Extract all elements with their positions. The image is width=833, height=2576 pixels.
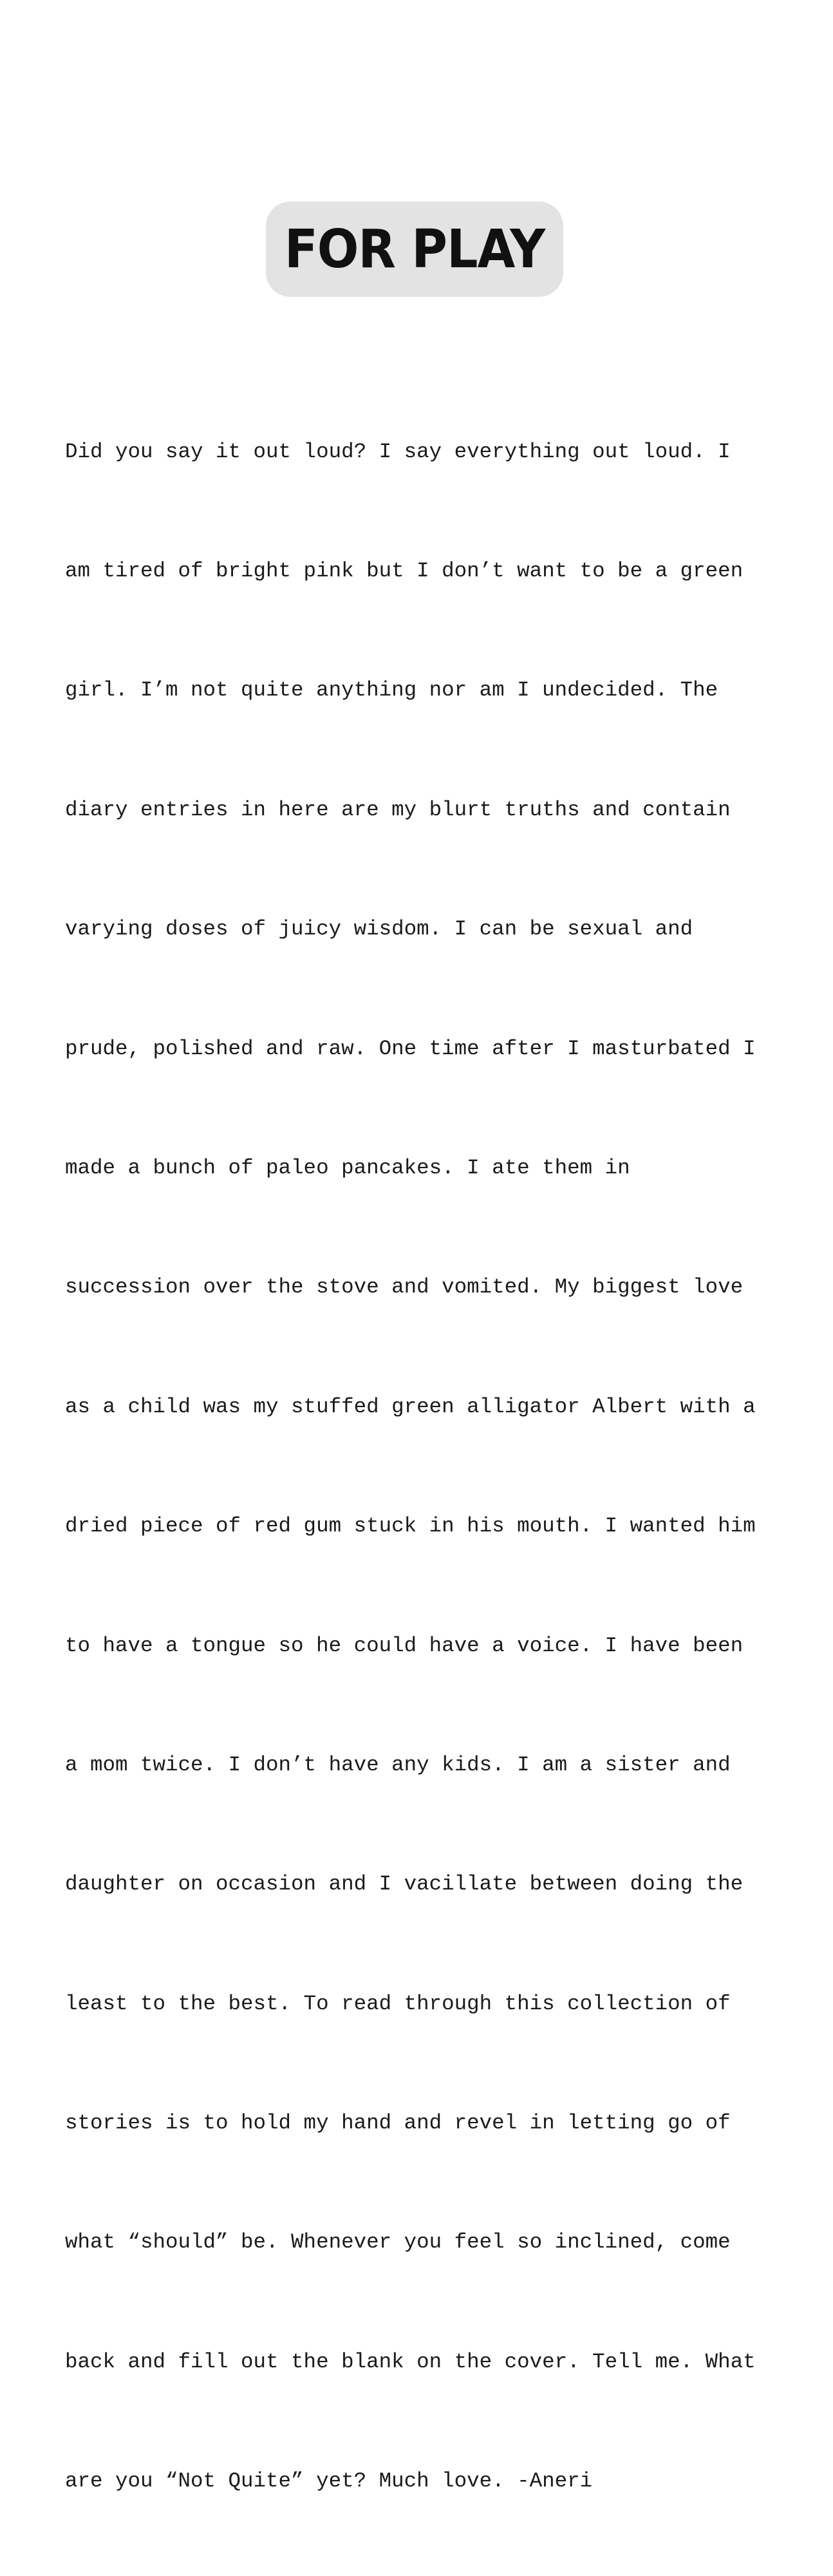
text-line: least to the best. To read through this collection of bbox=[65, 1991, 731, 2016]
text-line: daughter on occasion and I vacillate between doing the bbox=[65, 1872, 744, 1897]
text-line: succession over the stove and vomited. My biggest love bbox=[65, 1275, 744, 1300]
text-line: Did you say it out loud? I say everything out loud. I bbox=[65, 439, 731, 464]
text-line: as a child was my stuffed green alligator Albert with a bbox=[65, 1394, 756, 1419]
text-line: am tired of bright pink but I don’t want to be a green bbox=[65, 558, 744, 583]
text-line: what “should” be. Whenever you feel so inclined, come bbox=[65, 2230, 731, 2255]
title-badge bbox=[266, 202, 563, 297]
page-title: FOR PLAY bbox=[284, 218, 545, 280]
text-line: girl. I’m not quite anything nor am I undecided. The bbox=[65, 678, 718, 703]
text-line: are you “Not Quite” yet? Much love. -Aneri bbox=[65, 2469, 593, 2494]
body-paragraph bbox=[65, 352, 773, 2576]
text-line: a mom twice. I don’t have any kids. I am a sister and bbox=[65, 1752, 731, 1777]
text-line: to have a tongue so he could have a voice. I have been bbox=[65, 1633, 744, 1658]
text-line: back and fill out the blank on the cover. Tell me. What bbox=[65, 2349, 756, 2374]
text-line: varying doses of juicy wisdom. I can be sexual and bbox=[65, 917, 693, 942]
text-line: made a bunch of paleo pancakes. I ate them in bbox=[65, 1155, 630, 1180]
text-line: stories is to hold my hand and revel in letting go of bbox=[65, 2111, 731, 2136]
text-line: diary entries in here are my blurt truths and contain bbox=[65, 797, 731, 822]
text-line: dried piece of red gum stuck in his mouth. I wanted him bbox=[65, 1514, 756, 1539]
text-line: prude, polished and raw. One time after I masturbated I bbox=[65, 1036, 756, 1061]
